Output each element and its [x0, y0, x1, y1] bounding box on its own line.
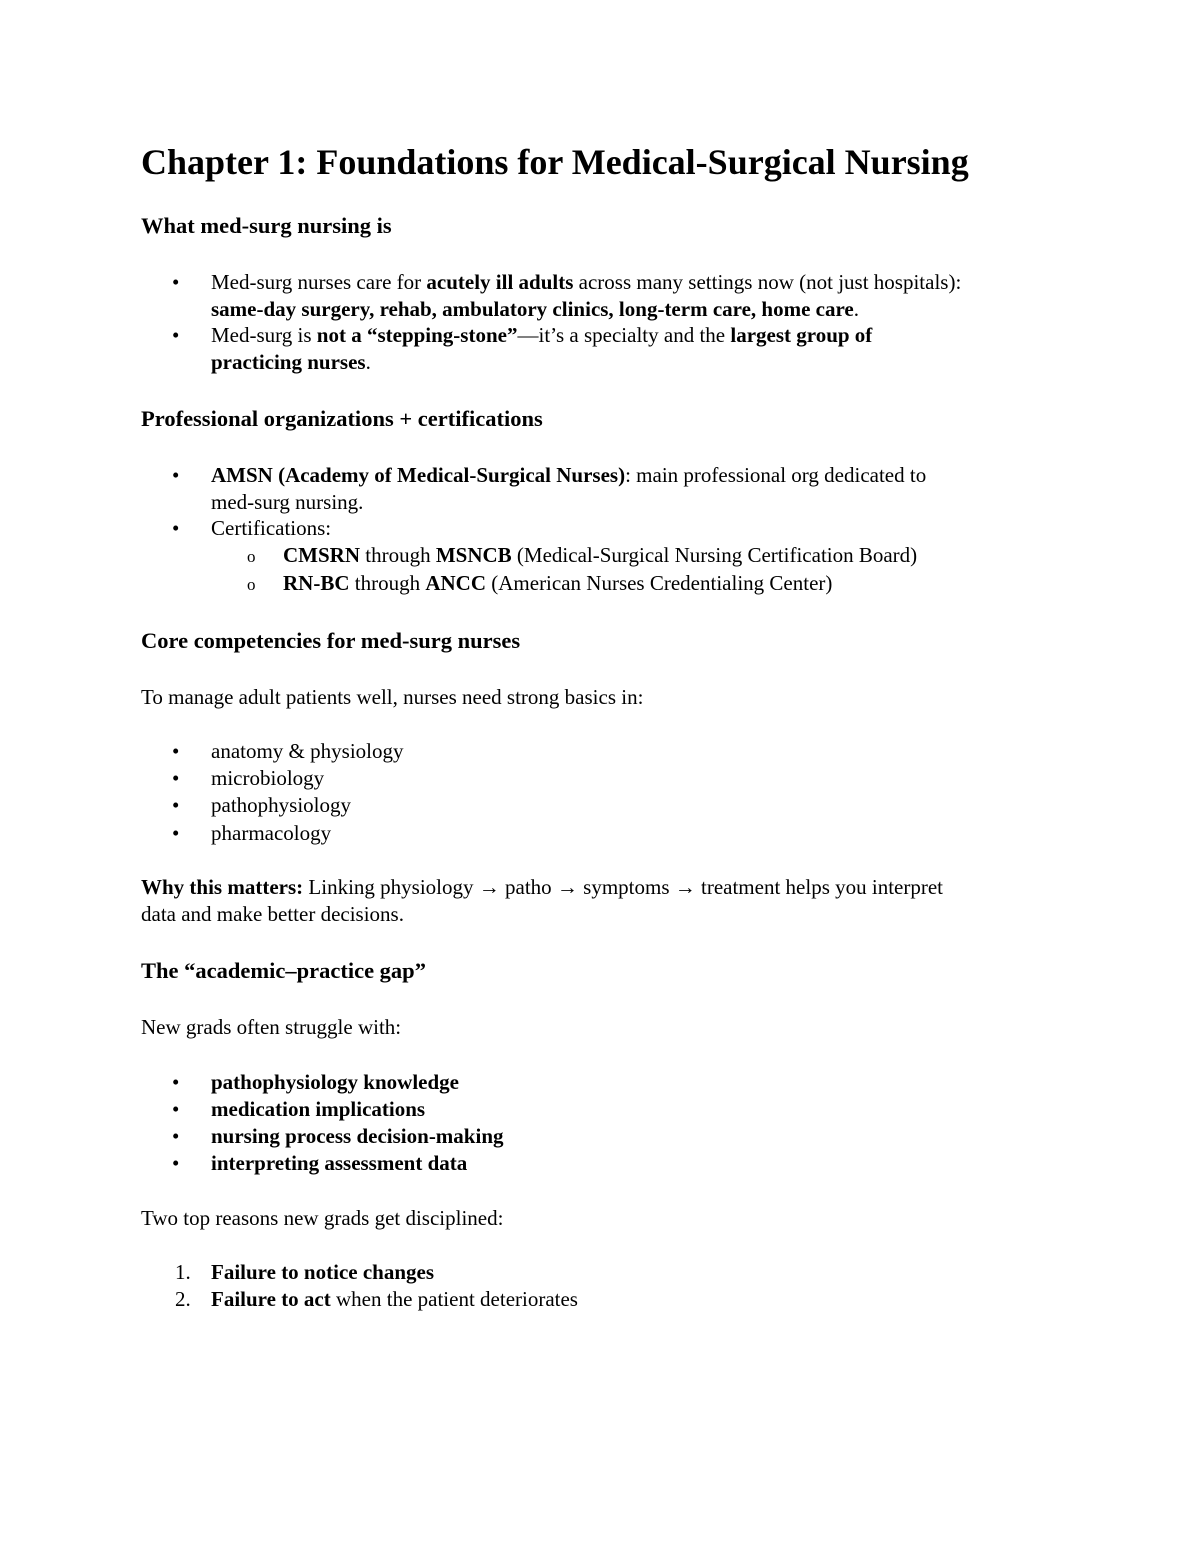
list-item-text-cont: practicing nurses.	[211, 350, 371, 374]
list-item-text: Med-surg is not a “stepping-stone”—it’s a specialty and the largest group of	[211, 323, 873, 347]
list-item-text: interpreting assessment data	[211, 1151, 468, 1175]
section-heading-gap: The “academic–practice gap”	[141, 958, 426, 983]
why-paragraph-cont: data and make better decisions.	[141, 902, 404, 926]
sub-list-item-text: CMSRN through MSNCB (Medical-Surgical Nursing Certification Board)	[283, 543, 918, 567]
bullet-icon: •	[172, 739, 180, 763]
sub-list-item-text: RN-BC through ANCC (American Nurses Credentialing Center)	[283, 571, 833, 595]
list-item-text: Certifications:	[211, 516, 332, 540]
list-item-text-cont: same-day surgery, rehab, ambulatory clinics, long-term care, home care.	[211, 297, 859, 321]
list-item-text-cont: med-surg nursing.	[211, 490, 364, 514]
bullet-icon: •	[172, 1124, 180, 1148]
bullet-icon: •	[172, 1070, 180, 1094]
chapter-title: Chapter 1: Foundations for Medical-Surgical Nursing	[141, 142, 969, 182]
list-number: 1.	[175, 1260, 191, 1284]
list-item-text: nursing process decision-making	[211, 1124, 504, 1148]
numbered-item-text: Failure to notice changes	[211, 1260, 435, 1284]
bullet-icon: •	[172, 821, 180, 845]
bullet-icon: •	[172, 766, 180, 790]
why-paragraph: Why this matters: Linking physiology → patho → symptoms → treatment helps you interpret	[141, 875, 943, 899]
list-item-text: medication implications	[211, 1097, 426, 1121]
list-item-text: pharmacology	[211, 821, 332, 845]
list-item-text: microbiology	[211, 766, 325, 790]
bullet-icon: •	[172, 1151, 180, 1175]
bullet-icon: •	[172, 516, 180, 540]
section-heading-core: Core competencies for med-surg nurses	[141, 628, 521, 653]
sub-bullet-icon: o	[247, 575, 256, 594]
section-heading-what: What med-surg nursing is	[141, 213, 392, 238]
bullet-icon: •	[172, 1097, 180, 1121]
list-item-text: AMSN (Academy of Medical-Surgical Nurses): main professional org dedicated to	[211, 463, 927, 487]
bullet-icon: •	[172, 323, 180, 347]
paragraph: New grads often struggle with:	[141, 1015, 402, 1039]
list-number: 2.	[175, 1287, 191, 1311]
list-item-text: anatomy & physiology	[211, 739, 404, 763]
numbered-item-text: Failure to act when the patient deteriorates	[211, 1287, 578, 1311]
bullet-icon: •	[172, 793, 180, 817]
list-item-text: Med-surg nurses care for acutely ill adults across many settings now (not just hospitals):	[211, 270, 962, 294]
bullet-icon: •	[172, 270, 180, 294]
list-item-text: pathophysiology knowledge	[211, 1070, 459, 1094]
list-item-text: pathophysiology	[211, 793, 351, 817]
paragraph: Two top reasons new grads get disciplined:	[141, 1206, 504, 1230]
paragraph: To manage adult patients well, nurses need strong basics in:	[141, 685, 644, 709]
sub-bullet-icon: o	[247, 547, 256, 566]
section-heading-orgs: Professional organizations + certifications	[141, 406, 543, 431]
bullet-icon: •	[172, 463, 180, 487]
